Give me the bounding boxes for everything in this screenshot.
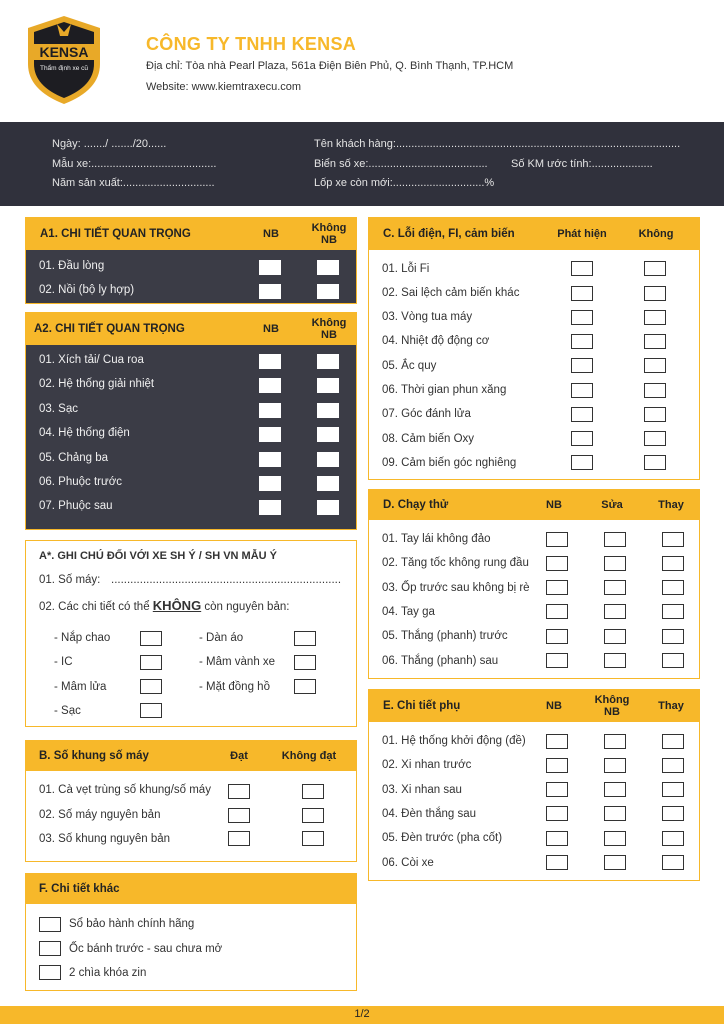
- b-row1-dat-checkbox[interactable]: [228, 784, 250, 799]
- e-row4-thay-checkbox[interactable]: [662, 806, 684, 821]
- d-row2-thay-checkbox[interactable]: [662, 556, 684, 571]
- e-row-label: 03. Xi nhan sau: [382, 784, 462, 796]
- d-row5-sua-checkbox[interactable]: [604, 629, 626, 644]
- f-row2-checkbox[interactable]: [39, 941, 61, 956]
- logo-subtext: Thẩm định xe cũ: [39, 65, 89, 72]
- c-row6-detect-checkbox[interactable]: [571, 383, 593, 398]
- d-row-label: 02. Tăng tốc không rung đầu: [382, 557, 529, 569]
- c-row-label: 07. Góc đánh lửa: [382, 408, 471, 420]
- a2-row7-nb-checkbox[interactable]: [259, 500, 281, 515]
- c-row1-detect-checkbox[interactable]: [571, 261, 593, 276]
- f-row-label: Ốc bánh trước - sau chưa mở: [69, 943, 223, 955]
- section-c: [368, 217, 700, 480]
- c-row6-khong-checkbox[interactable]: [644, 383, 666, 398]
- e-row2-khong-checkbox[interactable]: [604, 758, 626, 773]
- section-a2-title: A2. CHI TIẾT QUAN TRỌNG: [34, 323, 185, 335]
- d-row-label: 06. Thắng (phanh) sau: [382, 655, 499, 667]
- d-row1-thay-checkbox[interactable]: [662, 532, 684, 547]
- e-row3-thay-checkbox[interactable]: [662, 782, 684, 797]
- d-row6-thay-checkbox[interactable]: [662, 653, 684, 668]
- d-row6-nb-checkbox[interactable]: [546, 653, 568, 668]
- a1-row1-nb-checkbox[interactable]: [259, 260, 281, 275]
- a2-row-label: 05. Chảng ba: [39, 452, 109, 464]
- e-row2-nb-checkbox[interactable]: [546, 758, 568, 773]
- c-row7-detect-checkbox[interactable]: [571, 407, 593, 422]
- d-row6-sua-checkbox[interactable]: [604, 653, 626, 668]
- parts-note: [39, 598, 289, 613]
- col-dat: Đạt: [230, 750, 248, 762]
- section-a1-title: A1. CHI TIẾT QUAN TRỌNG: [40, 228, 191, 240]
- c-row-label: 01. Lỗi Fi: [382, 263, 430, 275]
- company-address: Địa chỉ: Tòa nhà Pearl Plaza, 561a Điện Biên Phủ, Q. Bình Thạnh, TP.HCM: [146, 60, 514, 72]
- section-f: [25, 873, 357, 991]
- e-row6-thay-checkbox[interactable]: [662, 855, 684, 870]
- model-field[interactable]: Mẫu xe:.........................................: [52, 158, 217, 170]
- astar-item-label: - Dàn áo: [199, 632, 244, 644]
- c-row-label: 09. Cảm biến góc nghiêng: [382, 457, 517, 469]
- e-row5-khong-checkbox[interactable]: [604, 831, 626, 846]
- footer-bar: [0, 1006, 724, 1024]
- d-row3-nb-checkbox[interactable]: [546, 580, 568, 595]
- km-field[interactable]: Số KM ước tính:....................: [511, 158, 653, 170]
- c-row8-khong-checkbox[interactable]: [644, 431, 666, 446]
- c-row-label: 02. Sai lệch cảm biến khác: [382, 287, 520, 299]
- section-c-title: C. Lỗi điện, FI, cảm biến: [383, 228, 515, 240]
- e-row4-nb-checkbox[interactable]: [546, 806, 568, 821]
- a2-row4-nb-checkbox[interactable]: [259, 427, 281, 442]
- c-row3-khong-checkbox[interactable]: [644, 310, 666, 325]
- a1-row2-khong-checkbox[interactable]: [317, 284, 339, 299]
- b-row-label: 01. Cà vẹt trùng số khung/số máy: [39, 784, 211, 796]
- col-khong-dat: Không đạt: [281, 750, 337, 762]
- f-row1-checkbox[interactable]: [39, 917, 61, 932]
- customer-name-field[interactable]: Tên khách hàng:.............................................................................................: [314, 138, 681, 150]
- section-c-header: [369, 218, 699, 250]
- f-row-label: Sổ bảo hành chính hãng: [69, 918, 195, 930]
- astar-item-label: - IC: [54, 656, 73, 668]
- d-row4-sua-checkbox[interactable]: [604, 604, 626, 619]
- c-row5-detect-checkbox[interactable]: [571, 358, 593, 373]
- e-row-label: 02. Xi nhan trước: [382, 759, 472, 771]
- logo-text: KENSA: [39, 44, 89, 60]
- a2-row2-nb-checkbox[interactable]: [259, 378, 281, 393]
- astar-right2-checkbox[interactable]: [294, 655, 316, 670]
- d-row5-nb-checkbox[interactable]: [546, 629, 568, 644]
- c-row7-khong-checkbox[interactable]: [644, 407, 666, 422]
- a2-row-label: 02. Hệ thống giải nhiệt: [39, 378, 155, 390]
- d-row-label: 04. Tay ga: [382, 606, 435, 618]
- col-nb: NB: [546, 499, 562, 511]
- a2-row-label: 01. Xích tải/ Cua roa: [39, 354, 144, 366]
- b-row2-dat-checkbox[interactable]: [228, 808, 250, 823]
- a2-row-label: 03. Sạc: [39, 403, 78, 415]
- astar-right3-checkbox[interactable]: [294, 679, 316, 694]
- a1-row-label: 02. Nồi (bộ ly hợp): [39, 284, 135, 296]
- a2-row5-nb-checkbox[interactable]: [259, 452, 281, 467]
- a2-row5-khong-checkbox[interactable]: [317, 452, 339, 467]
- f-row3-checkbox[interactable]: [39, 965, 61, 980]
- engine-number-field[interactable]: ........................................................................: [111, 574, 342, 586]
- b-row1-khong-checkbox[interactable]: [302, 784, 324, 799]
- b-row-label: 03. Số khung nguyên bản: [39, 833, 171, 845]
- plate-field[interactable]: Biển số xe:.......................................: [314, 158, 488, 170]
- section-e-header: [369, 690, 699, 722]
- c-row2-khong-checkbox[interactable]: [644, 286, 666, 301]
- c-row1-khong-checkbox[interactable]: [644, 261, 666, 276]
- c-row9-detect-checkbox[interactable]: [571, 455, 593, 470]
- c-row-label: 04. Nhiệt độ động cơ: [382, 335, 490, 347]
- section-d-header: [369, 490, 699, 520]
- section-astar: [25, 540, 357, 727]
- c-row-label: 08. Cảm biến Oxy: [382, 433, 475, 445]
- e-row3-nb-checkbox[interactable]: [546, 782, 568, 797]
- section-a2-body: [26, 345, 356, 529]
- col-nb: NB: [263, 323, 279, 335]
- section-b-title: B. Số khung số máy: [39, 750, 149, 762]
- company-website: Website: www.kiemtraxecu.com: [146, 81, 302, 93]
- c-row-label: 03. Vòng tua máy: [382, 311, 473, 323]
- a2-row1-khong-checkbox[interactable]: [317, 354, 339, 369]
- astar-left4-checkbox[interactable]: [140, 703, 162, 718]
- e-row2-thay-checkbox[interactable]: [662, 758, 684, 773]
- e-row1-thay-checkbox[interactable]: [662, 734, 684, 749]
- astar-right1-checkbox[interactable]: [294, 631, 316, 646]
- d-row3-sua-checkbox[interactable]: [604, 580, 626, 595]
- section-a1: [25, 217, 357, 304]
- col-khong-nb: Không NB: [594, 694, 630, 718]
- a2-row-label: 06. Phuộc trước: [39, 476, 122, 488]
- d-row4-nb-checkbox[interactable]: [546, 604, 568, 619]
- e-row5-nb-checkbox[interactable]: [546, 831, 568, 846]
- a2-row-label: 07. Phuộc sau: [39, 500, 113, 512]
- customer-info-bar: [0, 122, 724, 206]
- c-row5-khong-checkbox[interactable]: [644, 358, 666, 373]
- a2-row4-khong-checkbox[interactable]: [317, 427, 339, 442]
- c-row-label: 06. Thời gian phun xăng: [382, 384, 507, 396]
- section-f-title: F. Chi tiết khác: [39, 883, 120, 895]
- c-row4-detect-checkbox[interactable]: [571, 334, 593, 349]
- section-astar-title: A*. GHI CHÚ ĐỐI VỚI XE SH Ý / SH VN MẪU Ý: [39, 550, 277, 562]
- a2-row6-nb-checkbox[interactable]: [259, 476, 281, 491]
- c-row-label: 05. Ắc quy: [382, 360, 437, 372]
- e-row-label: 05. Đèn trước (pha cốt): [382, 832, 503, 844]
- d-row2-sua-checkbox[interactable]: [604, 556, 626, 571]
- a1-row2-nb-checkbox[interactable]: [259, 284, 281, 299]
- astar-item-label: - Mâm lửa: [54, 681, 107, 693]
- section-e: [368, 689, 700, 881]
- section-f-header: [26, 874, 356, 904]
- b-row-label: 02. Số máy nguyên bản: [39, 809, 161, 821]
- e-row1-nb-checkbox[interactable]: [546, 734, 568, 749]
- a1-row-label: 01. Đầu lòng: [39, 260, 105, 272]
- col-nb: NB: [546, 700, 562, 712]
- col-khong: Không: [638, 228, 674, 240]
- d-row-label: 03. Ốp trước sau không bị rè: [382, 582, 530, 594]
- section-b: [25, 740, 357, 862]
- d-row5-thay-checkbox[interactable]: [662, 629, 684, 644]
- parts-note-after: còn nguyên bản:: [204, 601, 290, 613]
- section-a2-header: [26, 313, 356, 345]
- astar-item-label: - Nắp chao: [54, 632, 111, 644]
- parts-note-emphasis: KHÔNG: [152, 598, 202, 613]
- col-thay: Thay: [658, 700, 684, 712]
- e-row6-nb-checkbox[interactable]: [546, 855, 568, 870]
- e-row4-khong-checkbox[interactable]: [604, 806, 626, 821]
- a2-row7-khong-checkbox[interactable]: [317, 500, 339, 515]
- c-row2-detect-checkbox[interactable]: [571, 286, 593, 301]
- col-phat-hien: Phát hiện: [557, 228, 607, 240]
- parts-note-before: 02. Các chi tiết có thể: [39, 601, 150, 613]
- e-row1-khong-checkbox[interactable]: [604, 734, 626, 749]
- e-row-label: 01. Hệ thống khởi động (đề): [382, 735, 526, 747]
- b-row3-khong-checkbox[interactable]: [302, 831, 324, 846]
- d-row2-nb-checkbox[interactable]: [546, 556, 568, 571]
- section-d-title: D. Chạy thử: [383, 499, 449, 511]
- section-b-header: [26, 741, 356, 771]
- section-a1-header: [26, 218, 356, 250]
- e-row3-khong-checkbox[interactable]: [604, 782, 626, 797]
- b-row2-khong-checkbox[interactable]: [302, 808, 324, 823]
- col-nb: NB: [263, 228, 279, 240]
- e-row-label: 06. Còi xe: [382, 857, 434, 869]
- kensa-logo: [24, 14, 104, 106]
- astar-item-label: - Mặt đồng hồ: [199, 681, 270, 693]
- b-row3-dat-checkbox[interactable]: [228, 831, 250, 846]
- col-khong-nb: Không NB: [311, 317, 347, 341]
- section-a2: [25, 312, 357, 530]
- d-row-label: 01. Tay lái không đảo: [382, 533, 491, 545]
- date-field[interactable]: Ngày: ......./ ......./20......: [52, 138, 167, 150]
- f-row-label: 2 chìa khóa zin: [69, 967, 147, 979]
- section-e-title: E. Chi tiết phụ: [383, 700, 461, 712]
- year-field[interactable]: Năm sản xuất:..............................: [52, 177, 215, 189]
- c-row9-khong-checkbox[interactable]: [644, 455, 666, 470]
- d-row3-thay-checkbox[interactable]: [662, 580, 684, 595]
- a2-row3-khong-checkbox[interactable]: [317, 403, 339, 418]
- engine-number-label: 01. Số máy:: [39, 574, 101, 586]
- section-d: [368, 489, 700, 679]
- astar-item-label: - Sạc: [54, 705, 81, 717]
- c-row3-detect-checkbox[interactable]: [571, 310, 593, 325]
- d-row4-thay-checkbox[interactable]: [662, 604, 684, 619]
- astar-left2-checkbox[interactable]: [140, 655, 162, 670]
- e-row6-khong-checkbox[interactable]: [604, 855, 626, 870]
- col-thay: Thay: [658, 499, 684, 511]
- d-row1-nb-checkbox[interactable]: [546, 532, 568, 547]
- tire-field[interactable]: Lốp xe còn mới:..............................%: [314, 177, 495, 189]
- e-row-label: 04. Đèn thắng sau: [382, 808, 476, 820]
- company-name: CÔNG TY TNHH KENSA: [146, 34, 357, 54]
- a1-row1-khong-checkbox[interactable]: [317, 260, 339, 275]
- e-row5-thay-checkbox[interactable]: [662, 831, 684, 846]
- c-row4-khong-checkbox[interactable]: [644, 334, 666, 349]
- a2-row-label: 04. Hệ thống điện: [39, 427, 130, 439]
- c-row8-detect-checkbox[interactable]: [571, 431, 593, 446]
- col-sua: Sửa: [601, 499, 623, 511]
- a2-row3-nb-checkbox[interactable]: [259, 403, 281, 418]
- page-number: 1/2: [354, 1008, 370, 1020]
- astar-item-label: - Mâm vành xe: [199, 656, 276, 668]
- d-row1-sua-checkbox[interactable]: [604, 532, 626, 547]
- section-a1-body: [26, 250, 356, 303]
- d-row-label: 05. Thắng (phanh) trước: [382, 630, 508, 642]
- astar-left1-checkbox[interactable]: [140, 631, 162, 646]
- a2-row1-nb-checkbox[interactable]: [259, 354, 281, 369]
- col-khong-nb: Không NB: [311, 222, 347, 246]
- a2-row6-khong-checkbox[interactable]: [317, 476, 339, 491]
- a2-row2-khong-checkbox[interactable]: [317, 378, 339, 393]
- astar-left3-checkbox[interactable]: [140, 679, 162, 694]
